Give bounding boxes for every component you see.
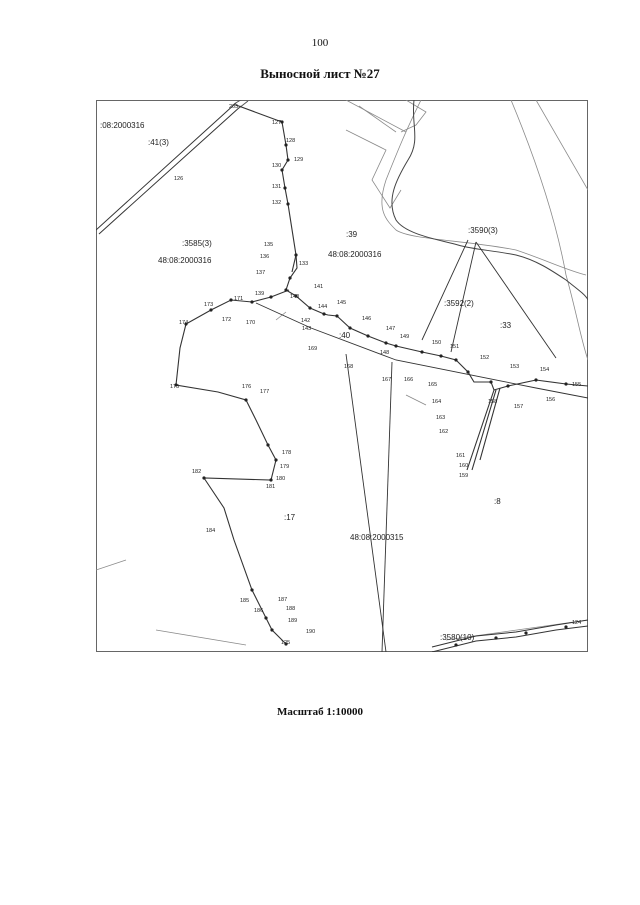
point-label: 179 <box>280 464 290 470</box>
point-label: 140 <box>290 294 300 300</box>
label-parcel-33: :33 <box>500 321 512 330</box>
point-label: 130 <box>272 163 282 169</box>
label-cadastral-left: 48:08:2000316 <box>158 256 212 265</box>
point-label: 157 <box>514 404 524 410</box>
point-label: 182 <box>192 469 202 475</box>
point-label: 137 <box>256 270 266 276</box>
sheet-title: Выносной лист №27 <box>260 66 380 81</box>
point-label: 170 <box>246 320 256 326</box>
label-parcel-41: :41(3) <box>148 138 169 147</box>
point-label: 143 <box>302 326 312 332</box>
point-label: 173 <box>204 302 214 308</box>
point-label: 147 <box>386 326 396 332</box>
point-label: 151 <box>450 344 460 350</box>
point-label: 141 <box>314 284 324 290</box>
point-label: 158 <box>488 399 498 405</box>
point-label: 175 <box>170 384 180 390</box>
point-label: 189 <box>288 618 298 624</box>
point-label: 135 <box>264 242 274 248</box>
point-label: 128 <box>286 138 296 144</box>
point-label: 190 <box>306 629 316 635</box>
point-label: 124 <box>572 620 582 626</box>
map-canvas <box>96 100 588 652</box>
point-label: 171 <box>234 296 244 302</box>
point-label: 177 <box>260 389 270 395</box>
point-label: 149 <box>400 334 410 340</box>
point-label: 188 <box>286 606 296 612</box>
label-parcel-8: :8 <box>494 497 501 506</box>
point-label: 187 <box>278 597 288 603</box>
cadastral-map <box>96 100 588 652</box>
point-label: 136 <box>260 254 270 260</box>
label-parcel-3580: :3580(10) <box>440 633 475 642</box>
point-label: 148 <box>380 350 390 356</box>
point-label: 164 <box>432 399 442 405</box>
page-number: 100 <box>311 37 329 49</box>
label-parcel-17: :17 <box>284 513 296 522</box>
point-label: 127 <box>272 120 282 126</box>
point-label: 132 <box>272 200 282 206</box>
point-label: 176 <box>242 384 252 390</box>
point-label: 178 <box>282 450 292 456</box>
point-label: 145 <box>337 300 347 306</box>
label-parcel-40: :40 <box>339 331 351 340</box>
point-label: 156 <box>546 397 556 403</box>
point-label: 133 <box>299 261 309 267</box>
point-label: 125 <box>281 640 291 646</box>
point-label: 160 <box>459 463 469 469</box>
point-label: 161 <box>456 453 466 459</box>
point-label: 144 <box>318 304 328 310</box>
point-label: 172 <box>222 317 232 323</box>
point-label: 181 <box>266 484 276 490</box>
point-label: 205 <box>229 104 239 110</box>
point-label: 150 <box>432 340 442 346</box>
point-label: 154 <box>540 367 550 373</box>
point-label: 142 <box>301 318 311 324</box>
point-label: 168 <box>344 364 354 370</box>
label-parcel-3592: :3592(2) <box>444 299 474 308</box>
label-parcel-39: :39 <box>346 230 358 239</box>
label-cadastral-bottom: 48:08:2000315 <box>350 533 404 542</box>
point-label: 163 <box>436 415 446 421</box>
scale-label: Масштаб 1:10000 <box>276 706 363 718</box>
label-parcel-3585: :3585(3) <box>182 239 212 248</box>
point-label: 180 <box>276 476 286 482</box>
point-label: 167 <box>382 377 392 383</box>
point-label: 126 <box>174 176 184 182</box>
point-label: 186 <box>254 608 264 614</box>
label-cadastral-top-left: :08:2000316 <box>100 121 145 130</box>
point-label: 131 <box>272 184 282 190</box>
point-label: 129 <box>294 157 304 163</box>
point-label: 184 <box>206 528 216 534</box>
point-label: 155 <box>572 382 582 388</box>
point-label: 152 <box>480 355 490 361</box>
point-label: 166 <box>404 377 414 383</box>
point-label: 174 <box>179 320 189 326</box>
point-label: 165 <box>428 382 438 388</box>
point-label: 169 <box>308 346 318 352</box>
point-label: 185 <box>240 598 250 604</box>
label-cadastral-center: 48:08:2000316 <box>328 250 382 259</box>
point-label: 159 <box>459 473 469 479</box>
label-parcel-3590: :3590(3) <box>468 226 498 235</box>
point-label: 139 <box>255 291 265 297</box>
point-label: 153 <box>510 364 520 370</box>
point-label: 162 <box>439 429 449 435</box>
point-label: 146 <box>362 316 372 322</box>
